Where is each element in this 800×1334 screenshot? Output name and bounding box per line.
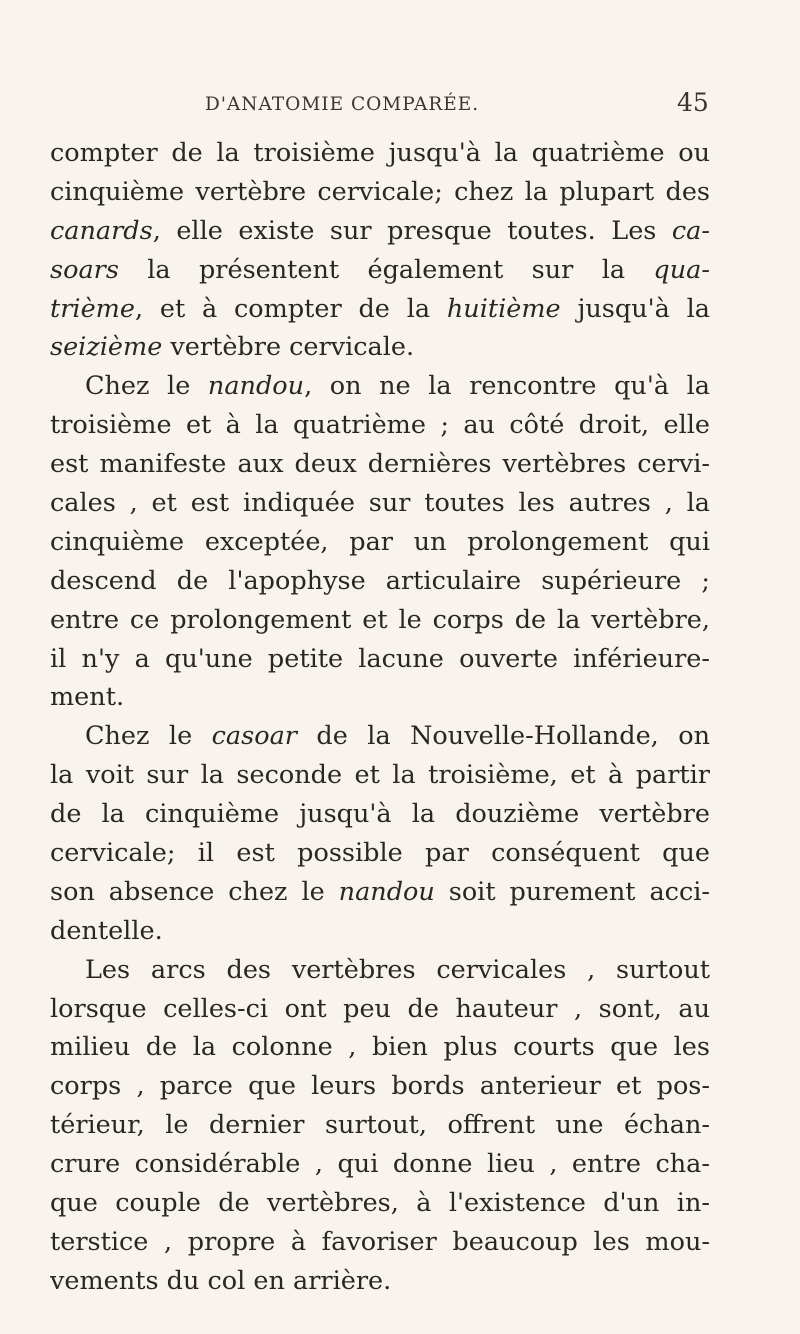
text-line	[50, 523, 710, 562]
italic-term: canards	[50, 215, 153, 246]
text-run: milieu de la colonne , bien plus courts que les	[50, 1032, 710, 1063]
text-run: Chez le	[85, 371, 208, 402]
text-line	[50, 1184, 710, 1223]
text-line	[50, 873, 710, 912]
italic-term: trième	[50, 293, 135, 324]
text-line	[50, 290, 710, 329]
page-number: 45	[677, 88, 709, 117]
italic-term: qua-	[653, 254, 710, 285]
text-line	[50, 795, 710, 834]
text-run: entre ce prolongement et le corps de la vertèbre,	[50, 604, 710, 635]
text-line	[50, 1145, 710, 1184]
text-line	[50, 834, 710, 873]
italic-term: seizième	[50, 332, 163, 363]
text-run: son absence chez le	[50, 876, 339, 907]
text-run: vements du col en arrière.	[50, 1265, 392, 1296]
text-run: , on ne la rencontre qu'à la	[304, 371, 710, 402]
text-line	[50, 601, 710, 640]
text-line	[50, 445, 710, 484]
text-run: la voit sur la seconde et la troisième, et à partir	[50, 760, 710, 791]
italic-term: nandou	[207, 371, 305, 402]
text-line	[50, 484, 710, 523]
text-line	[50, 990, 710, 1029]
text-line	[50, 1028, 710, 1067]
text-line	[50, 328, 710, 367]
text-run: est manifeste aux deux dernières vertèbres cervi-	[50, 449, 710, 480]
text-run: crure considérable , qui donne lieu , entre cha-	[50, 1149, 710, 1180]
text-run: compter de la troisième jusqu'à la quatrième ou	[50, 138, 710, 168]
text-run: Chez le	[85, 721, 212, 752]
text-run: térieur, le dernier surtout, offrent une échan-	[50, 1110, 710, 1141]
italic-term: nandou	[338, 876, 435, 907]
italic-term: huitième	[446, 293, 561, 324]
text-run: Les arcs des vertèbres cervicales , surtout	[85, 954, 710, 985]
text-line	[50, 406, 710, 445]
text-run: lorsque celles-ci ont peu de hauteur , sont, au	[50, 993, 710, 1024]
text-run: , elle existe sur presque toutes. Les	[152, 215, 672, 246]
text-line	[50, 1262, 710, 1301]
text-line	[50, 912, 710, 951]
italic-term: soars	[50, 254, 119, 285]
text-run: cinquième exceptée, par un prolongement qui	[50, 526, 710, 557]
text-line	[50, 756, 710, 795]
text-run: jusqu'à la	[560, 293, 710, 324]
text-run: que couple de vertèbres, à l'existence d'un in-	[50, 1188, 710, 1219]
text-line	[50, 717, 710, 756]
text-run: soit purement acci-	[434, 876, 710, 907]
text-line	[50, 640, 710, 679]
text-run: la présentent également sur la	[118, 254, 654, 285]
text-run: cales , et est indiquée sur toutes les autres , la	[50, 488, 710, 519]
text-line	[50, 134, 710, 173]
text-run: dentelle.	[50, 915, 163, 946]
body-text	[50, 134, 710, 1301]
text-run: cervicale; il est possible par conséquent que	[50, 838, 710, 869]
text-line	[50, 1067, 710, 1106]
text-line	[50, 251, 710, 290]
text-run: ment.	[50, 682, 125, 713]
italic-term: casoar	[211, 721, 297, 752]
italic-term: ca-	[671, 215, 710, 246]
text-run: descend de l'apophyse articulaire supérieure ;	[50, 565, 710, 596]
text-line	[50, 678, 710, 717]
text-run: , et à compter de la	[134, 293, 447, 324]
text-run: corps , parce que leurs bords anterieur et pos-	[50, 1071, 710, 1102]
text-run: cinquième vertèbre cervicale; chez la plupart des	[50, 176, 710, 207]
text-run: de la Nouvelle-Hollande, on	[296, 721, 710, 752]
text-run: terstice , propre à favoriser beaucoup les mou-	[50, 1226, 710, 1257]
text-line	[50, 1106, 710, 1145]
text-line	[50, 367, 710, 406]
text-line	[50, 951, 710, 990]
text-run: de la cinquième jusqu'à la douzième vertèbre	[50, 799, 710, 830]
running-title: D'ANATOMIE COMPARÉE.	[205, 94, 480, 115]
text-run: troisième et à la quatrième ; au côté droit, elle	[50, 410, 710, 441]
text-run: il n'y a qu'une petite lacune ouverte inférieure-	[50, 643, 710, 674]
text-line	[50, 173, 710, 212]
text-run: vertèbre cervicale.	[162, 332, 415, 363]
text-line	[50, 212, 710, 251]
text-line	[50, 1223, 710, 1262]
text-line	[50, 562, 710, 601]
